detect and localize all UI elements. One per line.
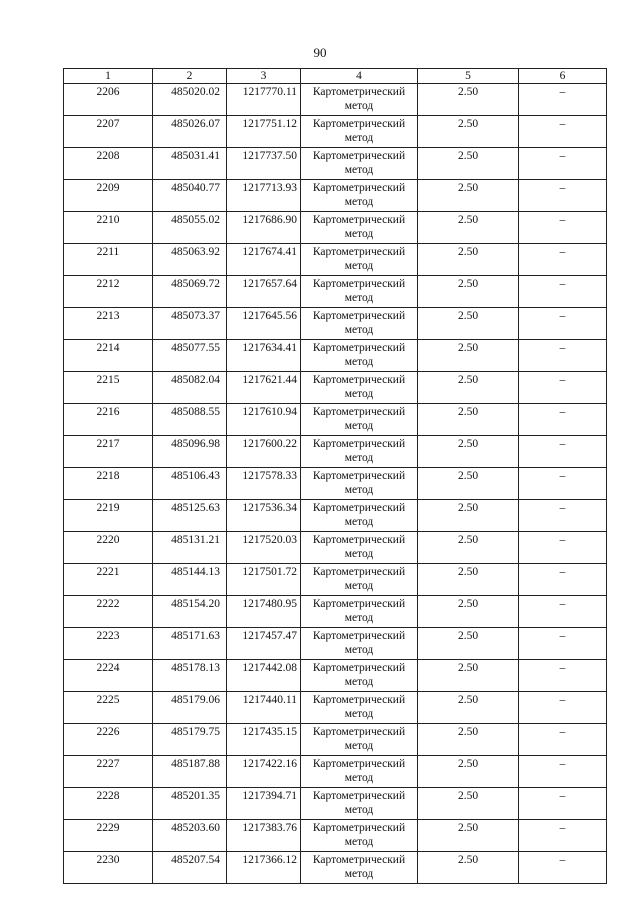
x-coordinate-cell: 485069.72 <box>153 276 227 308</box>
note-cell: – <box>519 756 607 788</box>
method-line-2: метод <box>344 708 374 720</box>
table-row <box>64 436 607 468</box>
note-cell: – <box>519 148 607 180</box>
method-line-1: Картометрический <box>312 694 406 706</box>
point-number-cell: 2227 <box>64 756 153 788</box>
x-coordinate-cell: 485171.63 <box>153 628 227 660</box>
precision-cell: 2.50 <box>418 660 519 692</box>
point-number-cell: 2224 <box>64 660 153 692</box>
y-coordinate-cell: 1217520.03 <box>227 532 301 564</box>
precision-cell: 2.50 <box>418 404 519 436</box>
precision-cell: 2.50 <box>418 148 519 180</box>
point-number-cell: 2230 <box>64 852 153 884</box>
x-coordinate-cell: 485179.06 <box>153 692 227 724</box>
table-row <box>64 276 607 308</box>
y-coordinate-cell: 1217536.34 <box>227 500 301 532</box>
note-cell: – <box>519 212 607 244</box>
y-coordinate-cell: 1217383.76 <box>227 820 301 852</box>
precision-cell: 2.50 <box>418 84 519 116</box>
method-line-2: метод <box>344 164 374 176</box>
y-coordinate-cell: 1217657.64 <box>227 276 301 308</box>
method-line-2: метод <box>344 804 374 816</box>
method-line-1: Картометрический <box>312 790 406 802</box>
table-row <box>64 244 607 276</box>
table-row <box>64 148 607 180</box>
method-line-1: Картометрический <box>312 566 406 578</box>
note-cell: – <box>519 340 607 372</box>
y-coordinate-cell: 1217501.72 <box>227 564 301 596</box>
method-cell <box>301 596 418 628</box>
method-cell <box>301 84 418 116</box>
x-coordinate-cell: 485178.13 <box>153 660 227 692</box>
x-coordinate-cell: 485131.21 <box>153 532 227 564</box>
method-line-1: Картометрический <box>312 534 406 546</box>
precision-cell: 2.50 <box>418 692 519 724</box>
precision-cell: 2.50 <box>418 756 519 788</box>
precision-cell: 2.50 <box>418 596 519 628</box>
y-coordinate-cell: 1217770.11 <box>227 84 301 116</box>
method-line-2: метод <box>344 324 374 336</box>
method-line-2: метод <box>344 740 374 752</box>
table-row <box>64 116 607 148</box>
point-number-cell: 2213 <box>64 308 153 340</box>
method-line-2: метод <box>344 228 374 240</box>
x-coordinate-cell: 485026.07 <box>153 116 227 148</box>
method-cell <box>301 820 418 852</box>
table-row <box>64 660 607 692</box>
method-cell <box>301 116 418 148</box>
x-coordinate-cell: 485063.92 <box>153 244 227 276</box>
point-number-cell: 2215 <box>64 372 153 404</box>
point-number-cell: 2228 <box>64 788 153 820</box>
method-cell <box>301 404 418 436</box>
method-cell <box>301 308 418 340</box>
method-line-1: Картометрический <box>312 822 406 834</box>
method-cell <box>301 692 418 724</box>
method-line-1: Картометрический <box>312 726 406 738</box>
y-coordinate-cell: 1217366.12 <box>227 852 301 884</box>
note-cell: – <box>519 372 607 404</box>
table-row <box>64 692 607 724</box>
point-number-cell: 2222 <box>64 596 153 628</box>
x-coordinate-cell: 485201.35 <box>153 788 227 820</box>
table-row <box>64 340 607 372</box>
y-coordinate-cell: 1217578.33 <box>227 468 301 500</box>
x-coordinate-cell: 485031.41 <box>153 148 227 180</box>
precision-cell: 2.50 <box>418 468 519 500</box>
point-number-cell: 2211 <box>64 244 153 276</box>
precision-cell: 2.50 <box>418 436 519 468</box>
x-coordinate-cell: 485020.02 <box>153 84 227 116</box>
method-line-1: Картометрический <box>312 406 406 418</box>
y-coordinate-cell: 1217480.95 <box>227 596 301 628</box>
method-line-1: Картометрический <box>312 182 406 194</box>
note-cell: – <box>519 660 607 692</box>
table-row <box>64 756 607 788</box>
precision-cell: 2.50 <box>418 372 519 404</box>
precision-cell: 2.50 <box>418 724 519 756</box>
note-cell: – <box>519 820 607 852</box>
y-coordinate-cell: 1217674.41 <box>227 244 301 276</box>
method-line-1: Картометрический <box>312 502 406 514</box>
column-header-3: 3 <box>227 69 301 84</box>
table-row <box>64 212 607 244</box>
x-coordinate-cell: 485096.98 <box>153 436 227 468</box>
y-coordinate-cell: 1217634.41 <box>227 340 301 372</box>
point-number-cell: 2210 <box>64 212 153 244</box>
method-cell <box>301 468 418 500</box>
note-cell: – <box>519 724 607 756</box>
method-cell <box>301 660 418 692</box>
precision-cell: 2.50 <box>418 820 519 852</box>
y-coordinate-cell: 1217457.47 <box>227 628 301 660</box>
x-coordinate-cell: 485125.63 <box>153 500 227 532</box>
note-cell: – <box>519 692 607 724</box>
note-cell: – <box>519 180 607 212</box>
note-cell: – <box>519 84 607 116</box>
x-coordinate-cell: 485203.60 <box>153 820 227 852</box>
precision-cell: 2.50 <box>418 116 519 148</box>
method-line-2: метод <box>344 580 374 592</box>
y-coordinate-cell: 1217645.56 <box>227 308 301 340</box>
precision-cell: 2.50 <box>418 276 519 308</box>
table-row <box>64 180 607 212</box>
precision-cell: 2.50 <box>418 500 519 532</box>
column-header-2: 2 <box>153 69 227 84</box>
method-line-2: метод <box>344 836 374 848</box>
method-line-2: метод <box>344 420 374 432</box>
method-cell <box>301 436 418 468</box>
point-number-cell: 2225 <box>64 692 153 724</box>
x-coordinate-cell: 485077.55 <box>153 340 227 372</box>
note-cell: – <box>519 564 607 596</box>
x-coordinate-cell: 485207.54 <box>153 852 227 884</box>
point-number-cell: 2209 <box>64 180 153 212</box>
method-cell <box>301 180 418 212</box>
point-number-cell: 2217 <box>64 436 153 468</box>
x-coordinate-cell: 485073.37 <box>153 308 227 340</box>
table-row <box>64 532 607 564</box>
precision-cell: 2.50 <box>418 212 519 244</box>
table-row <box>64 372 607 404</box>
method-line-2: метод <box>344 196 374 208</box>
table-row <box>64 820 607 852</box>
method-line-2: метод <box>344 100 374 112</box>
precision-cell: 2.50 <box>418 788 519 820</box>
x-coordinate-cell: 485187.88 <box>153 756 227 788</box>
precision-cell: 2.50 <box>418 180 519 212</box>
point-number-cell: 2207 <box>64 116 153 148</box>
y-coordinate-cell: 1217713.93 <box>227 180 301 212</box>
note-cell: – <box>519 596 607 628</box>
method-line-2: метод <box>344 452 374 464</box>
method-line-2: метод <box>344 356 374 368</box>
method-line-1: Картометрический <box>312 662 406 674</box>
y-coordinate-cell: 1217394.71 <box>227 788 301 820</box>
table-header-row <box>64 69 607 84</box>
note-cell: – <box>519 244 607 276</box>
note-cell: – <box>519 308 607 340</box>
method-line-1: Картометрический <box>312 438 406 450</box>
note-cell: – <box>519 500 607 532</box>
note-cell: – <box>519 276 607 308</box>
method-line-2: метод <box>344 644 374 656</box>
y-coordinate-cell: 1217621.44 <box>227 372 301 404</box>
column-header-1: 1 <box>64 69 153 84</box>
point-number-cell: 2214 <box>64 340 153 372</box>
precision-cell: 2.50 <box>418 532 519 564</box>
table-row <box>64 500 607 532</box>
note-cell: – <box>519 532 607 564</box>
point-number-cell: 2223 <box>64 628 153 660</box>
table-row <box>64 84 607 116</box>
method-line-1: Картометрический <box>312 278 406 290</box>
table-row <box>64 628 607 660</box>
point-number-cell: 2229 <box>64 820 153 852</box>
x-coordinate-cell: 485055.02 <box>153 212 227 244</box>
y-coordinate-cell: 1217435.15 <box>227 724 301 756</box>
method-line-1: Картометрический <box>312 598 406 610</box>
method-line-2: метод <box>344 868 374 880</box>
method-cell <box>301 148 418 180</box>
precision-cell: 2.50 <box>418 628 519 660</box>
method-line-1: Картометрический <box>312 118 406 130</box>
method-line-1: Картометрический <box>312 86 406 98</box>
column-header-4: 4 <box>301 69 418 84</box>
method-cell <box>301 340 418 372</box>
table-row <box>64 404 607 436</box>
precision-cell: 2.50 <box>418 244 519 276</box>
point-number-cell: 2212 <box>64 276 153 308</box>
note-cell: – <box>519 468 607 500</box>
column-header-6: 6 <box>519 69 607 84</box>
y-coordinate-cell: 1217737.50 <box>227 148 301 180</box>
table-body <box>64 84 607 884</box>
method-line-1: Картометрический <box>312 470 406 482</box>
point-number-cell: 2226 <box>64 724 153 756</box>
method-line-1: Картометрический <box>312 758 406 770</box>
table-row <box>64 308 607 340</box>
y-coordinate-cell: 1217686.90 <box>227 212 301 244</box>
method-line-1: Картометрический <box>312 150 406 162</box>
method-line-1: Картометрический <box>312 342 406 354</box>
column-header-5: 5 <box>418 69 519 84</box>
note-cell: – <box>519 852 607 884</box>
method-cell <box>301 852 418 884</box>
method-line-1: Картометрический <box>312 630 406 642</box>
x-coordinate-cell: 485154.20 <box>153 596 227 628</box>
point-number-cell: 2219 <box>64 500 153 532</box>
y-coordinate-cell: 1217442.08 <box>227 660 301 692</box>
x-coordinate-cell: 485082.04 <box>153 372 227 404</box>
method-cell <box>301 532 418 564</box>
method-cell <box>301 372 418 404</box>
method-cell <box>301 276 418 308</box>
method-cell <box>301 788 418 820</box>
point-number-cell: 2206 <box>64 84 153 116</box>
method-cell <box>301 756 418 788</box>
method-line-2: метод <box>344 260 374 272</box>
note-cell: – <box>519 436 607 468</box>
point-number-cell: 2218 <box>64 468 153 500</box>
precision-cell: 2.50 <box>418 852 519 884</box>
x-coordinate-cell: 485088.55 <box>153 404 227 436</box>
table-row <box>64 564 607 596</box>
x-coordinate-cell: 485144.13 <box>153 564 227 596</box>
method-cell <box>301 244 418 276</box>
x-coordinate-cell: 485106.43 <box>153 468 227 500</box>
point-number-cell: 2221 <box>64 564 153 596</box>
table-row <box>64 468 607 500</box>
y-coordinate-cell: 1217600.22 <box>227 436 301 468</box>
method-line-2: метод <box>344 612 374 624</box>
method-line-2: метод <box>344 516 374 528</box>
method-line-2: метод <box>344 772 374 784</box>
y-coordinate-cell: 1217610.94 <box>227 404 301 436</box>
note-cell: – <box>519 116 607 148</box>
point-number-cell: 2220 <box>64 532 153 564</box>
method-line-2: метод <box>344 132 374 144</box>
precision-cell: 2.50 <box>418 308 519 340</box>
method-cell <box>301 212 418 244</box>
x-coordinate-cell: 485179.75 <box>153 724 227 756</box>
method-line-2: метод <box>344 676 374 688</box>
method-line-1: Картометрический <box>312 374 406 386</box>
method-line-1: Картометрический <box>312 214 406 226</box>
method-line-2: метод <box>344 292 374 304</box>
coordinates-table <box>63 68 607 884</box>
note-cell: – <box>519 788 607 820</box>
note-cell: – <box>519 404 607 436</box>
method-cell <box>301 628 418 660</box>
method-line-2: метод <box>344 484 374 496</box>
method-cell <box>301 500 418 532</box>
point-number-cell: 2216 <box>64 404 153 436</box>
method-line-1: Картометрический <box>312 246 406 258</box>
precision-cell: 2.50 <box>418 564 519 596</box>
table-row <box>64 852 607 884</box>
method-cell <box>301 724 418 756</box>
table-row <box>64 788 607 820</box>
method-line-1: Картометрический <box>312 854 406 866</box>
y-coordinate-cell: 1217440.11 <box>227 692 301 724</box>
x-coordinate-cell: 485040.77 <box>153 180 227 212</box>
note-cell: – <box>519 628 607 660</box>
y-coordinate-cell: 1217751.12 <box>227 116 301 148</box>
table-row <box>64 724 607 756</box>
method-line-1: Картометрический <box>312 310 406 322</box>
method-line-2: метод <box>344 388 374 400</box>
y-coordinate-cell: 1217422.16 <box>227 756 301 788</box>
method-line-2: метод <box>344 548 374 560</box>
precision-cell: 2.50 <box>418 340 519 372</box>
point-number-cell: 2208 <box>64 148 153 180</box>
table-row <box>64 596 607 628</box>
page-number: 90 <box>313 45 327 60</box>
method-cell <box>301 564 418 596</box>
